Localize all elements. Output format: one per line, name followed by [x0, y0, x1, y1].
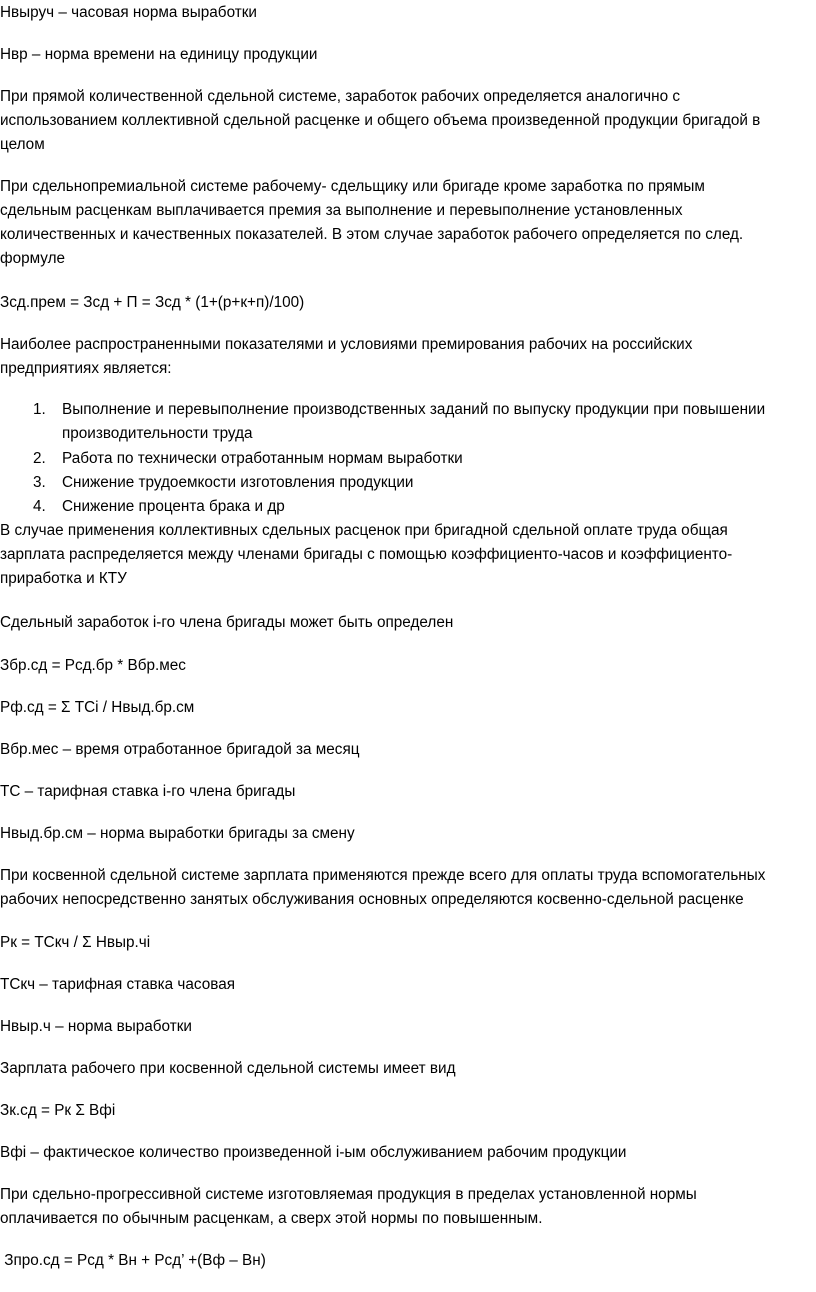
paragraph-indicators-line-2: предприятиях является:	[0, 360, 172, 377]
paragraph-indirect-line-1: При косвенной сдельной системе зарплата применяются прежде всего для оплаты труда вспомогательных	[0, 867, 766, 884]
paragraph-brigade-line-3: приработка и КТУ	[0, 570, 127, 587]
paragraph-direct-piecework-line-2: использованием коллективной сдельной расценке и общего объема произведенной продукции бригадой в	[0, 112, 761, 129]
paragraph-member-earnings: Сдельный заработок i-го члена бригады может быть определен	[0, 614, 454, 631]
list-item-text: Работа по технически отработанным нормам выработки	[62, 450, 463, 467]
formula-indirect-rate: Рк = ТСкч / Σ Нвыр.чi	[0, 934, 151, 951]
paragraph-progressive-line-1: При сдельно-прогрессивной системе изготовляемая продукция в пределах установленной нормы	[0, 1186, 697, 1203]
formula-progressive-wage: Зпро.сд = Рсд * Вн + Рсд’ +(Вф – Вн)	[0, 1252, 266, 1269]
definition-tskch: ТСкч – тарифная ставка часовая	[0, 976, 235, 993]
paragraph-direct-piecework-line-1: При прямой количественной сдельной системе, заработок рабочих определяется аналогично с	[0, 88, 680, 105]
paragraph-piece-premium-line-1: При сдельнопремиальной системе рабочему- сдельщику или бригаде кроме заработка по прямым	[0, 178, 705, 195]
list-item-number: 1.	[33, 401, 46, 418]
list-item-text: Снижение трудоемкости изготовления продукции	[62, 474, 414, 491]
paragraph-piece-premium-line-2: сдельным расценкам выплачивается премия за выполнение и перевыполнение установленных	[0, 202, 683, 219]
definition-vfi: Вфi – фактическое количество произведенной i-ым обслуживанием рабочим продукции	[0, 1144, 627, 1161]
definition-vbr-mes: Вбр.мес – время отработанное бригадой за месяц	[0, 741, 360, 758]
definition-nvyruch: Нвыруч – часовая норма выработки	[0, 4, 257, 21]
formula-premium-earnings: Зсд.прем = Зсд + П = Зсд * (1+(р+к+п)/100)	[0, 294, 305, 311]
paragraph-piece-premium-line-3: количественных и качественных показателей. В этом случае заработок рабочего определяется по след.	[0, 226, 744, 243]
list-item-number: 2.	[33, 450, 46, 467]
list-item-number: 4.	[33, 498, 46, 515]
definition-nvr: Нвр – норма времени на единицу продукции	[0, 46, 318, 63]
paragraph-brigade-line-2: зарплата распределяется между членами бригады с помощью коэффициенто-часов и коэффициенто-	[0, 546, 733, 563]
definition-nvyd-br-sm: Нвыд.бр.см – норма выработки бригады за смену	[0, 825, 355, 842]
list-item-number: 3.	[33, 474, 46, 491]
list-item-text: Снижение процента брака и др	[62, 498, 285, 515]
paragraph-indirect-wage: Зарплата рабочего при косвенной сдельной системы имеет вид	[0, 1060, 456, 1077]
paragraph-direct-piecework-line-3: целом	[0, 136, 45, 153]
list-item-text: Выполнение и перевыполнение производственных заданий по выпуску продукции при повышении	[62, 401, 766, 418]
list-item-text: производительности труда	[62, 425, 253, 442]
definition-ts: ТС – тарифная ставка i-го члена бригады	[0, 783, 296, 800]
paragraph-indicators-line-1: Наиболее распространенными показателями и условиями премирования рабочих на российских	[0, 336, 693, 353]
formula-brigade-earnings: Збр.сд = Рсд.бр * Вбр.мес	[0, 657, 186, 674]
paragraph-indirect-line-2: рабочих непосредственно занятых обслуживания основных определяются косвенно-сдельной расценке	[0, 891, 744, 908]
definition-nvyr-ch: Нвыр.ч – норма выработки	[0, 1018, 192, 1035]
paragraph-brigade-line-1: В случае применения коллективных сдельных расценок при бригадной сдельной оплате труда общая	[0, 522, 728, 539]
formula-indirect-wage: Зк.сд = Рк Σ Вфi	[0, 1102, 116, 1119]
paragraph-piece-premium-line-4: формуле	[0, 250, 66, 267]
paragraph-progressive-line-2: оплачивается по обычным расценкам, а сверх этой нормы по повышенным.	[0, 1210, 543, 1227]
formula-rate: Рф.сд = Σ ТСi / Нвыд.бр.см	[0, 699, 195, 716]
